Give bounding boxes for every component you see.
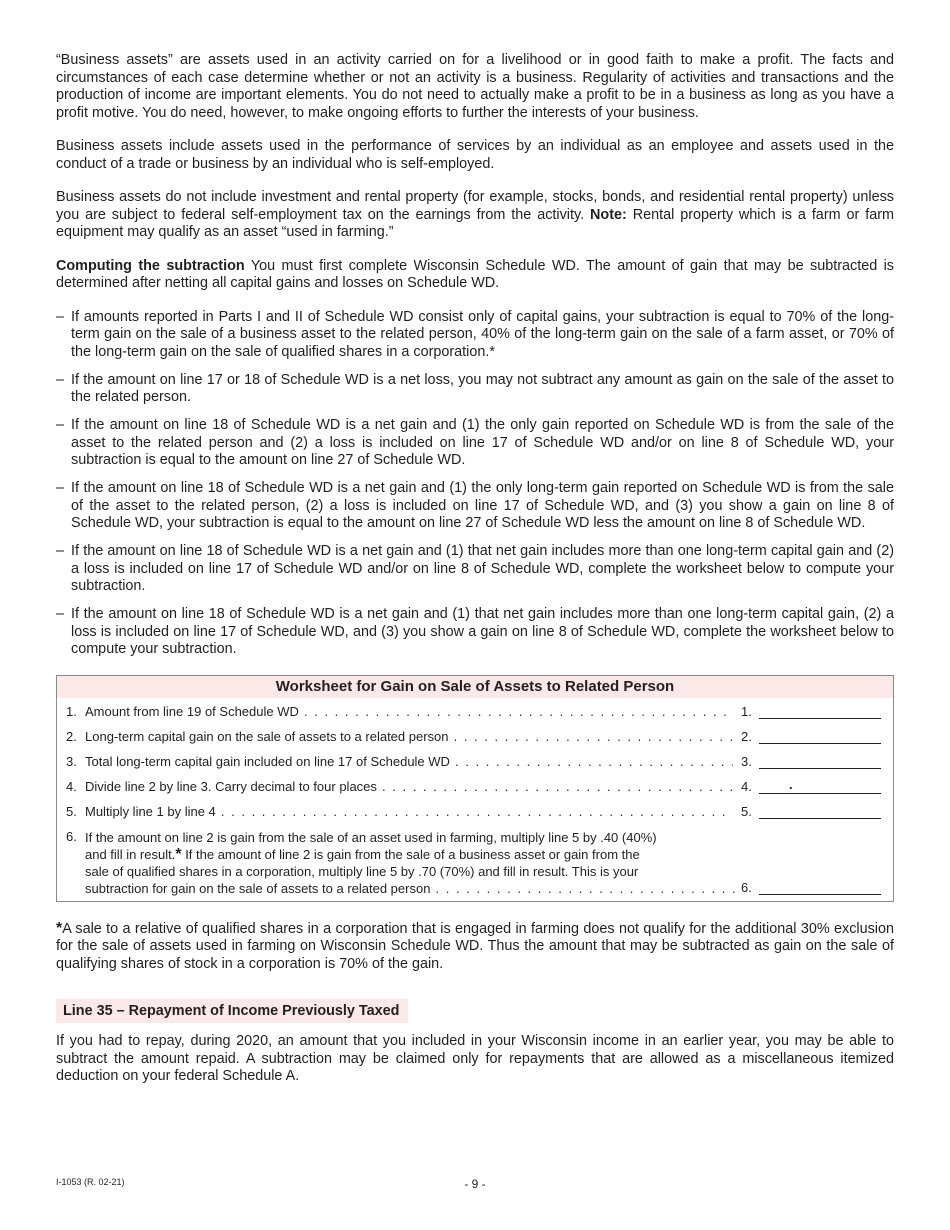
- computing-text: You must first complete Wisconsin Schedule WD. The amount of gain that may be subtracted is determined after netting all capital gains and losses on Schedule WD.: [56, 257, 894, 291]
- worksheet-row-1: [57, 698, 893, 723]
- exclude-text: Business assets do not include investment and rental property (for example, stocks, bonds, and residential rental property) unless you are subject to federal self-employment tax on the earnings from the activity.: [56, 189, 894, 223]
- note-text: Rental property which is a farm or farm equipment may qualify as an asset “used in farming.”: [56, 206, 894, 240]
- row-label: Multiply line 1 by line 4 . . .: [85, 804, 733, 819]
- row-label: Total long-term capital gain included on line 17 of Schedule WD . . .: [85, 754, 733, 769]
- row-number: 2.: [66, 728, 77, 744]
- section-heading-line-35: Line 35 – Repayment of Income Previously Taxed: [56, 999, 408, 1023]
- row-label: Amount from line 19 of Schedule WD . . .: [85, 704, 733, 719]
- worksheet-row-6: [57, 823, 893, 901]
- paragraph-business-assets-include: Business assets include assets used in the performance of services by an individual as an employee and assets used in the conduct of a trade or business by an individual who is self-employed.: [56, 138, 894, 172]
- row-6-line: [85, 846, 735, 863]
- asterisk-footnote-marker: *: [56, 919, 63, 937]
- row-label: Long-term capital gain on the sale of assets to a related person . . .: [85, 729, 733, 744]
- worksheet: [56, 675, 894, 902]
- row-number: 5.: [66, 803, 77, 819]
- line-5-entry-field[interactable]: [759, 818, 881, 819]
- dash-marker: –: [56, 543, 65, 559]
- row-6-text: and fill in result.: [85, 846, 176, 862]
- row-number: 6.: [66, 828, 77, 844]
- list-item-text: If the amount on line 18 of Schedule WD is a net gain and (1) that net gain includes more than one long-term capital gain, (2) a loss is included on line 17 of Schedule WD, and (3) you show a gain on line 8 of Schedule WD, complete the worksheet below to compute your subtraction.: [71, 606, 894, 657]
- row-label: Divide line 2 by line 3. Carry decimal to four places . . .: [85, 779, 733, 794]
- page-body: [56, 52, 894, 1102]
- dash-marker: –: [56, 417, 65, 433]
- list-item-text: If the amount on line 18 of Schedule WD is a net gain and (1) the only long-term gain reported on Schedule WD is from the sale of the asset to the related person, (2) a loss is included on line 17 of Schedule WD, and (3) you show a gain on line 8 of Schedule WD, your subtraction is equal to the amount on line 27 of Schedule WD less the amount on line 8 of Schedule WD.: [71, 480, 894, 531]
- row-6-line: sale of qualified shares in a corporation, multiply line 5 by .70 (70%) and fill in result. This is your: [85, 863, 639, 879]
- paragraph-computing-subtraction: [56, 258, 894, 293]
- line-4-entry-field[interactable]: [759, 793, 881, 794]
- worksheet-row-5: [57, 798, 893, 823]
- line-6-entry-field[interactable]: [759, 894, 881, 895]
- worksheet-row-3: [57, 748, 893, 773]
- form-identifier: I-1053 (R. 02-21): [56, 1177, 125, 1187]
- worksheet-row-2: [57, 723, 893, 748]
- line-number: 6.: [741, 879, 752, 895]
- list-item-text: If the amount on line 18 of Schedule WD is a net gain and (1) that net gain includes more than one long-term capital gain and (2) a loss is included on line 17 of Schedule WD and/or on line 8 of Schedule WD, complete the worksheet below to compute your subtraction.: [71, 543, 894, 594]
- dash-marker: –: [56, 480, 65, 496]
- line-3-entry-field[interactable]: [759, 768, 881, 769]
- row-6-instructions: [85, 829, 735, 897]
- paragraph-business-assets-exclude: [56, 189, 894, 242]
- row-number: 3.: [66, 753, 77, 769]
- dash-marker: –: [56, 606, 65, 622]
- note-label: Note:: [590, 206, 627, 223]
- paragraph-business-assets-definition: “Business assets” are assets used in an activity carried on for a livelihood or in good faith to make a profit. The facts and circumstances of each case determine whether or not an activity is a business. Regularity of activities and transactions and the production of income are important elements. You do not need to actually make a profit to be in a business as long as you have a profit motive. You do need, however, to make ongoing efforts to further the interests of your business.: [56, 52, 894, 121]
- footnote-text: A sale to a relative of qualified shares in a corporation that is engaged in farming does not qualify for the additional 30% exclusion for the sale of assets used in farming on Wisconsin Schedule WD. Thus the amount that may be subtracted as gain on the sale of qualifying shares of stock in a corporation is 70% of the gain.: [56, 920, 894, 972]
- row-6-text: If the amount of line 2 is gain from the sale of a business asset or gain from the: [185, 846, 640, 862]
- line-number: 1.: [741, 703, 752, 719]
- list-item: [56, 606, 894, 659]
- row-6-line: If the amount on line 2 is gain from the sale of an asset used in farming, multiply line 5 by .40 (40%): [85, 829, 657, 845]
- asterisk-footnote-marker: *: [175, 845, 182, 863]
- row-6-line: subtraction for gain on the sale of assets to a related person . . .: [85, 880, 735, 897]
- list-item-text: If amounts reported in Parts I and II of Schedule WD consist only of capital gains, your subtraction is equal to 70% of the long-term gain on the sale of a business asset to the related person, 40% of the long-term gain on the sale of a farm asset, or 70% of the long-term gain on the sale of qualified shares in a corporation.*: [71, 308, 894, 360]
- list-item: [56, 543, 894, 596]
- row-number: 4.: [66, 778, 77, 794]
- line-number: 3.: [741, 753, 752, 769]
- computing-heading: Computing the subtraction: [56, 257, 245, 274]
- list-item: [56, 309, 894, 362]
- list-item: [56, 372, 894, 407]
- line-2-entry-field[interactable]: [759, 743, 881, 744]
- dash-marker: –: [56, 308, 65, 325]
- row-number: 1.: [66, 703, 77, 719]
- list-item: [56, 480, 894, 533]
- dash-marker: –: [56, 371, 65, 388]
- line-number: 4.: [741, 778, 752, 794]
- list-item: [56, 417, 894, 470]
- list-item-text: If the amount on line 17 or 18 of Schedule WD is a net loss, you may not subtract any amount as gain on the sale of the asset to the related person.: [71, 371, 894, 405]
- line-1-entry-field[interactable]: [759, 718, 881, 719]
- decimal-point: .: [789, 776, 793, 792]
- worksheet-title: Worksheet for Gain on Sale of Assets to Related Person: [57, 676, 893, 698]
- worksheet-row-4: [57, 773, 893, 798]
- footnote: [56, 920, 894, 974]
- rules-list: [56, 309, 894, 659]
- paragraph-repayment: If you had to repay, during 2020, an amount that you included in your Wisconsin income in an earlier year, you may be able to subtract the amount repaid. A subtraction may be claimed only for repayments that are allowed as a miscellaneous itemized deduction on your federal Schedule A.: [56, 1033, 894, 1084]
- page-number: - 9 -: [464, 1177, 486, 1191]
- list-item-text: If the amount on line 18 of Schedule WD is a net gain and (1) the only gain reported on Schedule WD is from the sale of the asset to the related person and (2) a loss is included on line 17 of Schedule WD and/or on line 8 of Schedule WD, your subtraction is equal to the amount on line 27 of Schedule WD.: [71, 417, 894, 468]
- line-number: 2.: [741, 728, 752, 744]
- line-number: 5.: [741, 803, 752, 819]
